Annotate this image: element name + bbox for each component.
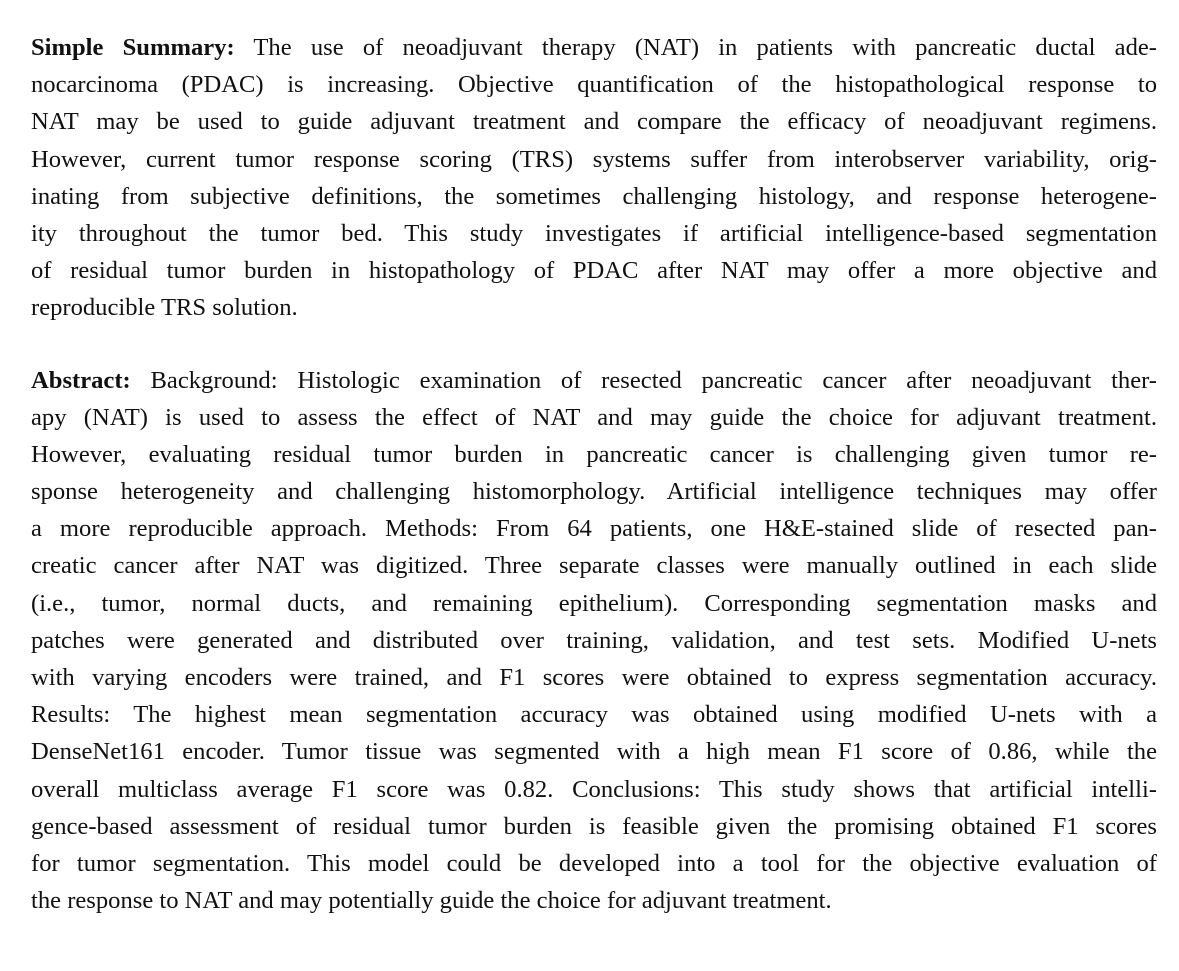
simple-summary-section <box>31 29 1157 327</box>
abstract-line: a more reproducible approach. Methods: From 64 patients, one H&E-stained slide of resected pan- <box>31 515 1157 543</box>
abstract-line: overall multiclass average F1 score was 0.82. Conclusions: This study shows that artificial intelli- <box>31 775 1157 803</box>
abstract-line: sponse heterogeneity and challenging histomorphology. Artificial intelligence techniques may offer <box>31 478 1157 506</box>
abstract-line: for tumor segmentation. This model could be developed into a tool for the objective evaluation of <box>31 849 1157 877</box>
abstract-line: with varying encoders were trained, and F1 scores were obtained to express segmentation accuracy. <box>31 664 1157 691</box>
abstract-line: creatic cancer after NAT was digitized. Three separate classes were manually outlined in each slide <box>31 552 1157 580</box>
abstract-line: (i.e., tumor, normal ducts, and remaining epithelium). Corresponding segmentation masks and <box>31 589 1157 617</box>
abstract-line: DenseNet161 encoder. Tumor tissue was segmented with a high mean F1 score of 0.86, while the <box>31 738 1157 766</box>
simple-summary-line: of residual tumor burden in histopathology of PDAC after NAT may offer a more objective and <box>31 257 1157 285</box>
simple-summary-label: Simple Summary: <box>31 34 235 61</box>
simple-summary-line: nocarcinoma (PDAC) is increasing. Objective quantification of the histopathological response to <box>31 71 1157 99</box>
simple-summary-line <box>31 29 1157 66</box>
abstract-line <box>31 362 1157 399</box>
abstract-section <box>31 362 1157 920</box>
abstract-line: apy (NAT) is used to assess the effect of NAT and may guide the choice for adjuvant treatment. <box>31 403 1157 431</box>
simple-summary-line: inating from subjective definitions, the sometimes challenging histology, and response heterogene- <box>31 182 1157 210</box>
simple-summary-line: ity throughout the tumor bed. This study investigates if artificial intelligence-based segmentation <box>31 219 1157 247</box>
abstract-line: patches were generated and distributed over training, validation, and test sets. Modified U-nets <box>31 626 1157 654</box>
abstract-line: However, evaluating residual tumor burden in pancreatic cancer is challenging given tumor re- <box>31 440 1157 468</box>
simple-summary-line: NAT may be used to guide adjuvant treatment and compare the efficacy of neoadjuvant regimens. <box>31 108 1157 136</box>
simple-summary-line: reproducible TRS solution. <box>31 294 298 322</box>
abstract-line-text: Background: Histologic examination of resected pancreatic cancer after neoadjuvant ther- <box>130 366 1157 394</box>
document-page <box>31 29 1157 919</box>
abstract-line: Results: The highest mean segmentation accuracy was obtained using modified U-nets with a <box>31 701 1157 729</box>
abstract-line: the response to NAT and may potentially guide the choice for adjuvant treatment. <box>31 887 832 915</box>
simple-summary-line: However, current tumor response scoring (TRS) systems suffer from interobserver variability, orig- <box>31 145 1157 173</box>
abstract-label: Abstract: <box>31 366 131 394</box>
abstract-line: gence-based assessment of residual tumor burden is feasible given the promising obtained F1 scores <box>31 812 1157 840</box>
simple-summary-line-text: The use of neoadjuvant therapy (NAT) in patients with pancreatic ductal ade- <box>234 34 1157 61</box>
